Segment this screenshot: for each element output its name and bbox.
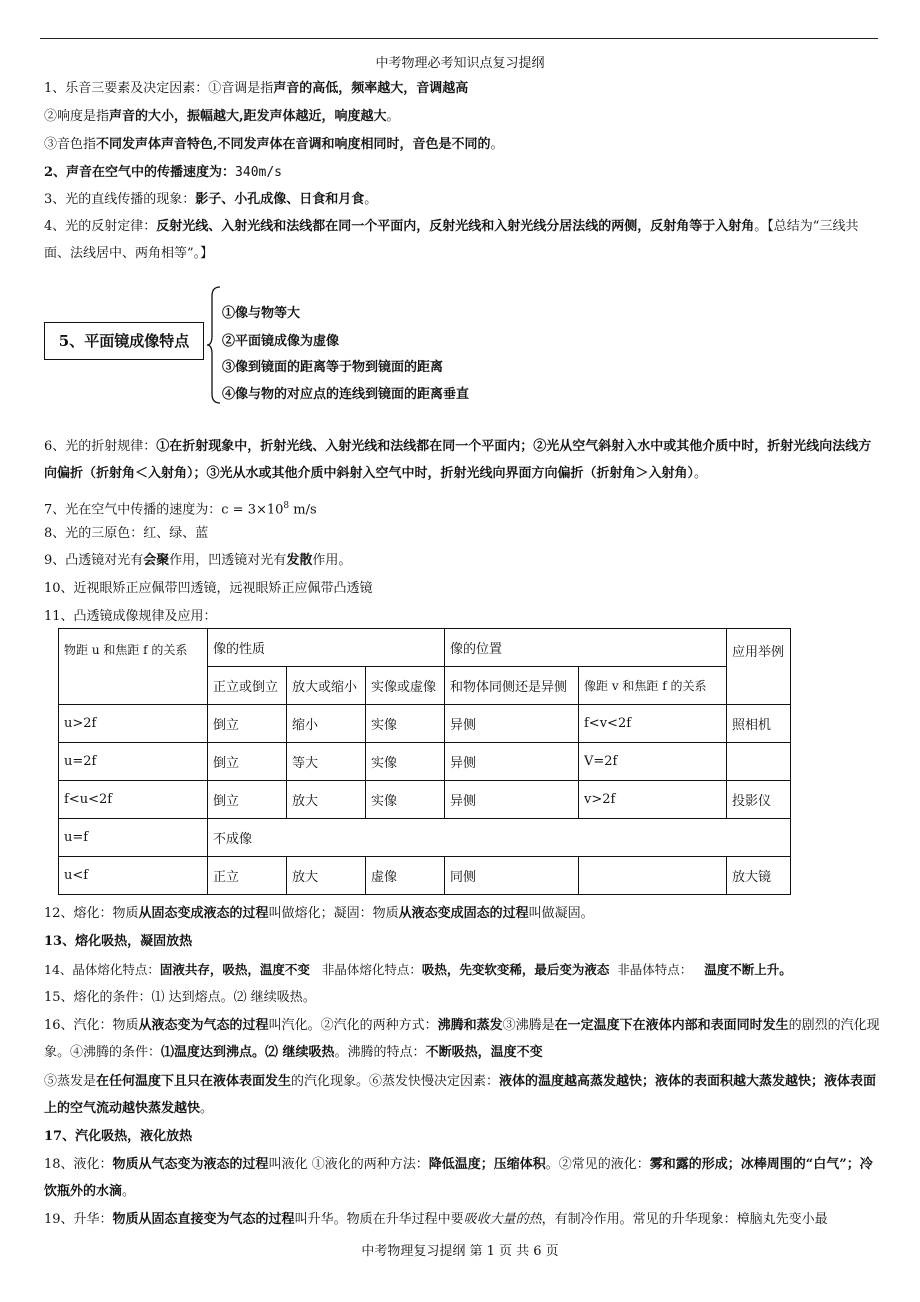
cell-app: 放大镜 <box>727 857 791 895</box>
cell-type: 实像 <box>366 781 445 819</box>
subheader-side: 和物体同侧还是异侧 <box>445 667 579 705</box>
page-header: 中考物理必考知识点复习提纲 <box>375 56 545 71</box>
col-header-properties: 像的性质 <box>208 629 445 667</box>
item-5-box: 5、平面镜成像特点 <box>44 322 204 360</box>
item-18: 18、液化：物质从气态变为液态的过程叫液化 ①液化的两种方法：降低温度；压缩体积。②常见的液化：雾和露的形成；冰棒周围的“白气”；冷饮瓶外的水滴。 <box>44 1157 873 1199</box>
item-12: 12、熔化：物质从固态变成液态的过程叫做熔化；凝固：物质从液态变成固态的过程叫做凝固。 <box>44 906 594 921</box>
mirror-feature-1: ①像与物等大 <box>222 306 301 321</box>
item-7: 7、光在空气中传播的速度为：$c = 3\times 10^8$ m/s <box>44 501 317 518</box>
item-10: 10、近视眼矫正应佩带凹透镜，远视眼矫正应佩带凸透镜 <box>44 581 373 596</box>
cell-side: 同侧 <box>445 857 579 895</box>
cell-app: 照相机 <box>727 705 791 743</box>
col-header-position: 像的位置 <box>445 629 727 667</box>
cell-size: 放大 <box>287 857 366 895</box>
item-15: 15、熔化的条件：⑴ 达到熔点。⑵ 继续吸热。 <box>44 990 316 1005</box>
cell-size: 等大 <box>287 743 366 781</box>
item-17: 17、汽化吸热，液化放热 <box>44 1129 193 1144</box>
cell-v <box>579 857 727 895</box>
item-6: 6、光的折射规律：①在折射现象中，折射光线、入射光线和法线都在同一个平面内；②光从空气斜射入水中或其他介质中时，折射光线向法线方向偏折（折射角＜入射角）；③光从水或其他介质中斜射入空气中时，折射光线向界面方向偏折（折射角＞入射角）。 <box>44 439 872 481</box>
cell-type: 实像 <box>366 743 445 781</box>
cell-u: f<u<2f <box>59 781 208 819</box>
item-9: 9、凸透镜对光有会聚作用，凹透镜对光有发散作用。 <box>44 553 352 568</box>
item-16-evaporation: ⑤蒸发是在任何温度下且只在液体表面发生的汽化现象。⑥蒸发快慢决定因素：液体的温度越高蒸发越快；液体的表面积越大蒸发越快；液体表面上的空气流动越快蒸发越快。 <box>44 1074 877 1116</box>
item-16: 16、汽化：物质从液态变为气态的过程叫汽化。②汽化的两种方式：沸腾和蒸发③沸腾是在一定温度下在液体内部和表面同时发生的剧烈的汽化现象。④沸腾的条件：⑴温度达到沸点。⑵ 继续吸热。沸腾的特点：不断吸热，温度不变 <box>44 1018 880 1060</box>
item-4: 4、光的反射定律：反射光线、入射光线和法线都在同一个平面内，反射光线和入射光线分居法线的两侧，反射角等于入射角。【总结为“三线共面、法线居中、两角相等”。】 <box>44 219 859 261</box>
table-row <box>59 743 791 781</box>
cell-u: u=2f <box>59 743 208 781</box>
cell-orient: 倒立 <box>208 705 287 743</box>
item-8: 8、光的三原色：红、绿、蓝 <box>44 526 209 541</box>
cell-side: 异侧 <box>445 743 579 781</box>
cell-side: 异侧 <box>445 781 579 819</box>
table-header-row <box>59 629 791 667</box>
item-14: 14、晶体熔化特点：固液共存，吸热，温度不变 非晶体熔化特点：吸热，先变软变稀，最后变为液态 非晶体特点： 温度不断上升。 <box>44 962 792 977</box>
item-1: 1、乐音三要素及决定因素：①音调是指声音的高低，频率越大，音调越高 <box>44 81 469 96</box>
cell-no-image: 不成像 <box>208 819 791 857</box>
mirror-feature-2: ②平面镜成像为虚像 <box>222 334 340 349</box>
cell-orient: 倒立 <box>208 743 287 781</box>
item-1-timbre: ③音色指不同发声体声音特色,不同发声体在音调和响度相同时，音色是不同的。 <box>44 137 504 152</box>
table-row <box>59 781 791 819</box>
item-2: 2、声音在空气中的传播速度为：340m/s <box>44 165 283 180</box>
col-header-distance: 物距 u 和焦距 f 的关系 <box>59 629 208 705</box>
table-row <box>59 705 791 743</box>
cell-orient: 正立 <box>208 857 287 895</box>
cell-u: u=f <box>59 819 208 857</box>
mirror-feature-3: ③像到镜面的距离等于物到镜面的距离 <box>222 360 444 375</box>
lens-imaging-table <box>58 628 791 895</box>
cell-size: 放大 <box>287 781 366 819</box>
cell-type: 实像 <box>366 705 445 743</box>
mirror-feature-4: ④像与物的对应点的连线到镜面的距离垂直 <box>222 387 470 402</box>
cell-type: 虚像 <box>366 857 445 895</box>
table-row <box>59 819 791 857</box>
subheader-size: 放大或缩小 <box>287 667 366 705</box>
item-19: 19、升华：物质从固态直接变为气态的过程叫升华。物质在升华过程中要吸收大量的热，有制冷作用。常见的升华现象：樟脑丸先变小最 <box>44 1212 828 1227</box>
brace-icon <box>206 286 222 404</box>
cell-v: V=2f <box>579 743 727 781</box>
cell-u: u<f <box>59 857 208 895</box>
subheader-type: 实像或虚像 <box>366 667 445 705</box>
cell-app: 投影仪 <box>727 781 791 819</box>
subheader-orientation: 正立或倒立 <box>208 667 287 705</box>
cell-app <box>727 743 791 781</box>
page-footer: 中考物理复习提纲 第 1 页 共 6 页 <box>361 1244 559 1259</box>
table-row <box>59 857 791 895</box>
col-header-application: 应用举例 <box>727 629 791 705</box>
item-11: 11、凸透镜成像规律及应用： <box>44 609 217 624</box>
header-rule <box>40 38 878 39</box>
cell-orient: 倒立 <box>208 781 287 819</box>
cell-u: u>2f <box>59 705 208 743</box>
item-1-loudness: ②响度是指声音的大小，振幅越大,距发声体越近，响度越大。 <box>44 109 400 124</box>
item-3: 3、光的直线传播的现象：影子、小孔成像、日食和月食。 <box>44 192 378 207</box>
cell-side: 异侧 <box>445 705 579 743</box>
cell-size: 缩小 <box>287 705 366 743</box>
subheader-image-distance: 像距 v 和焦距 f 的关系 <box>579 667 727 705</box>
cell-v: f<v<2f <box>579 705 727 743</box>
cell-v: v>2f <box>579 781 727 819</box>
item-13: 13、熔化吸热，凝固放热 <box>44 934 193 949</box>
